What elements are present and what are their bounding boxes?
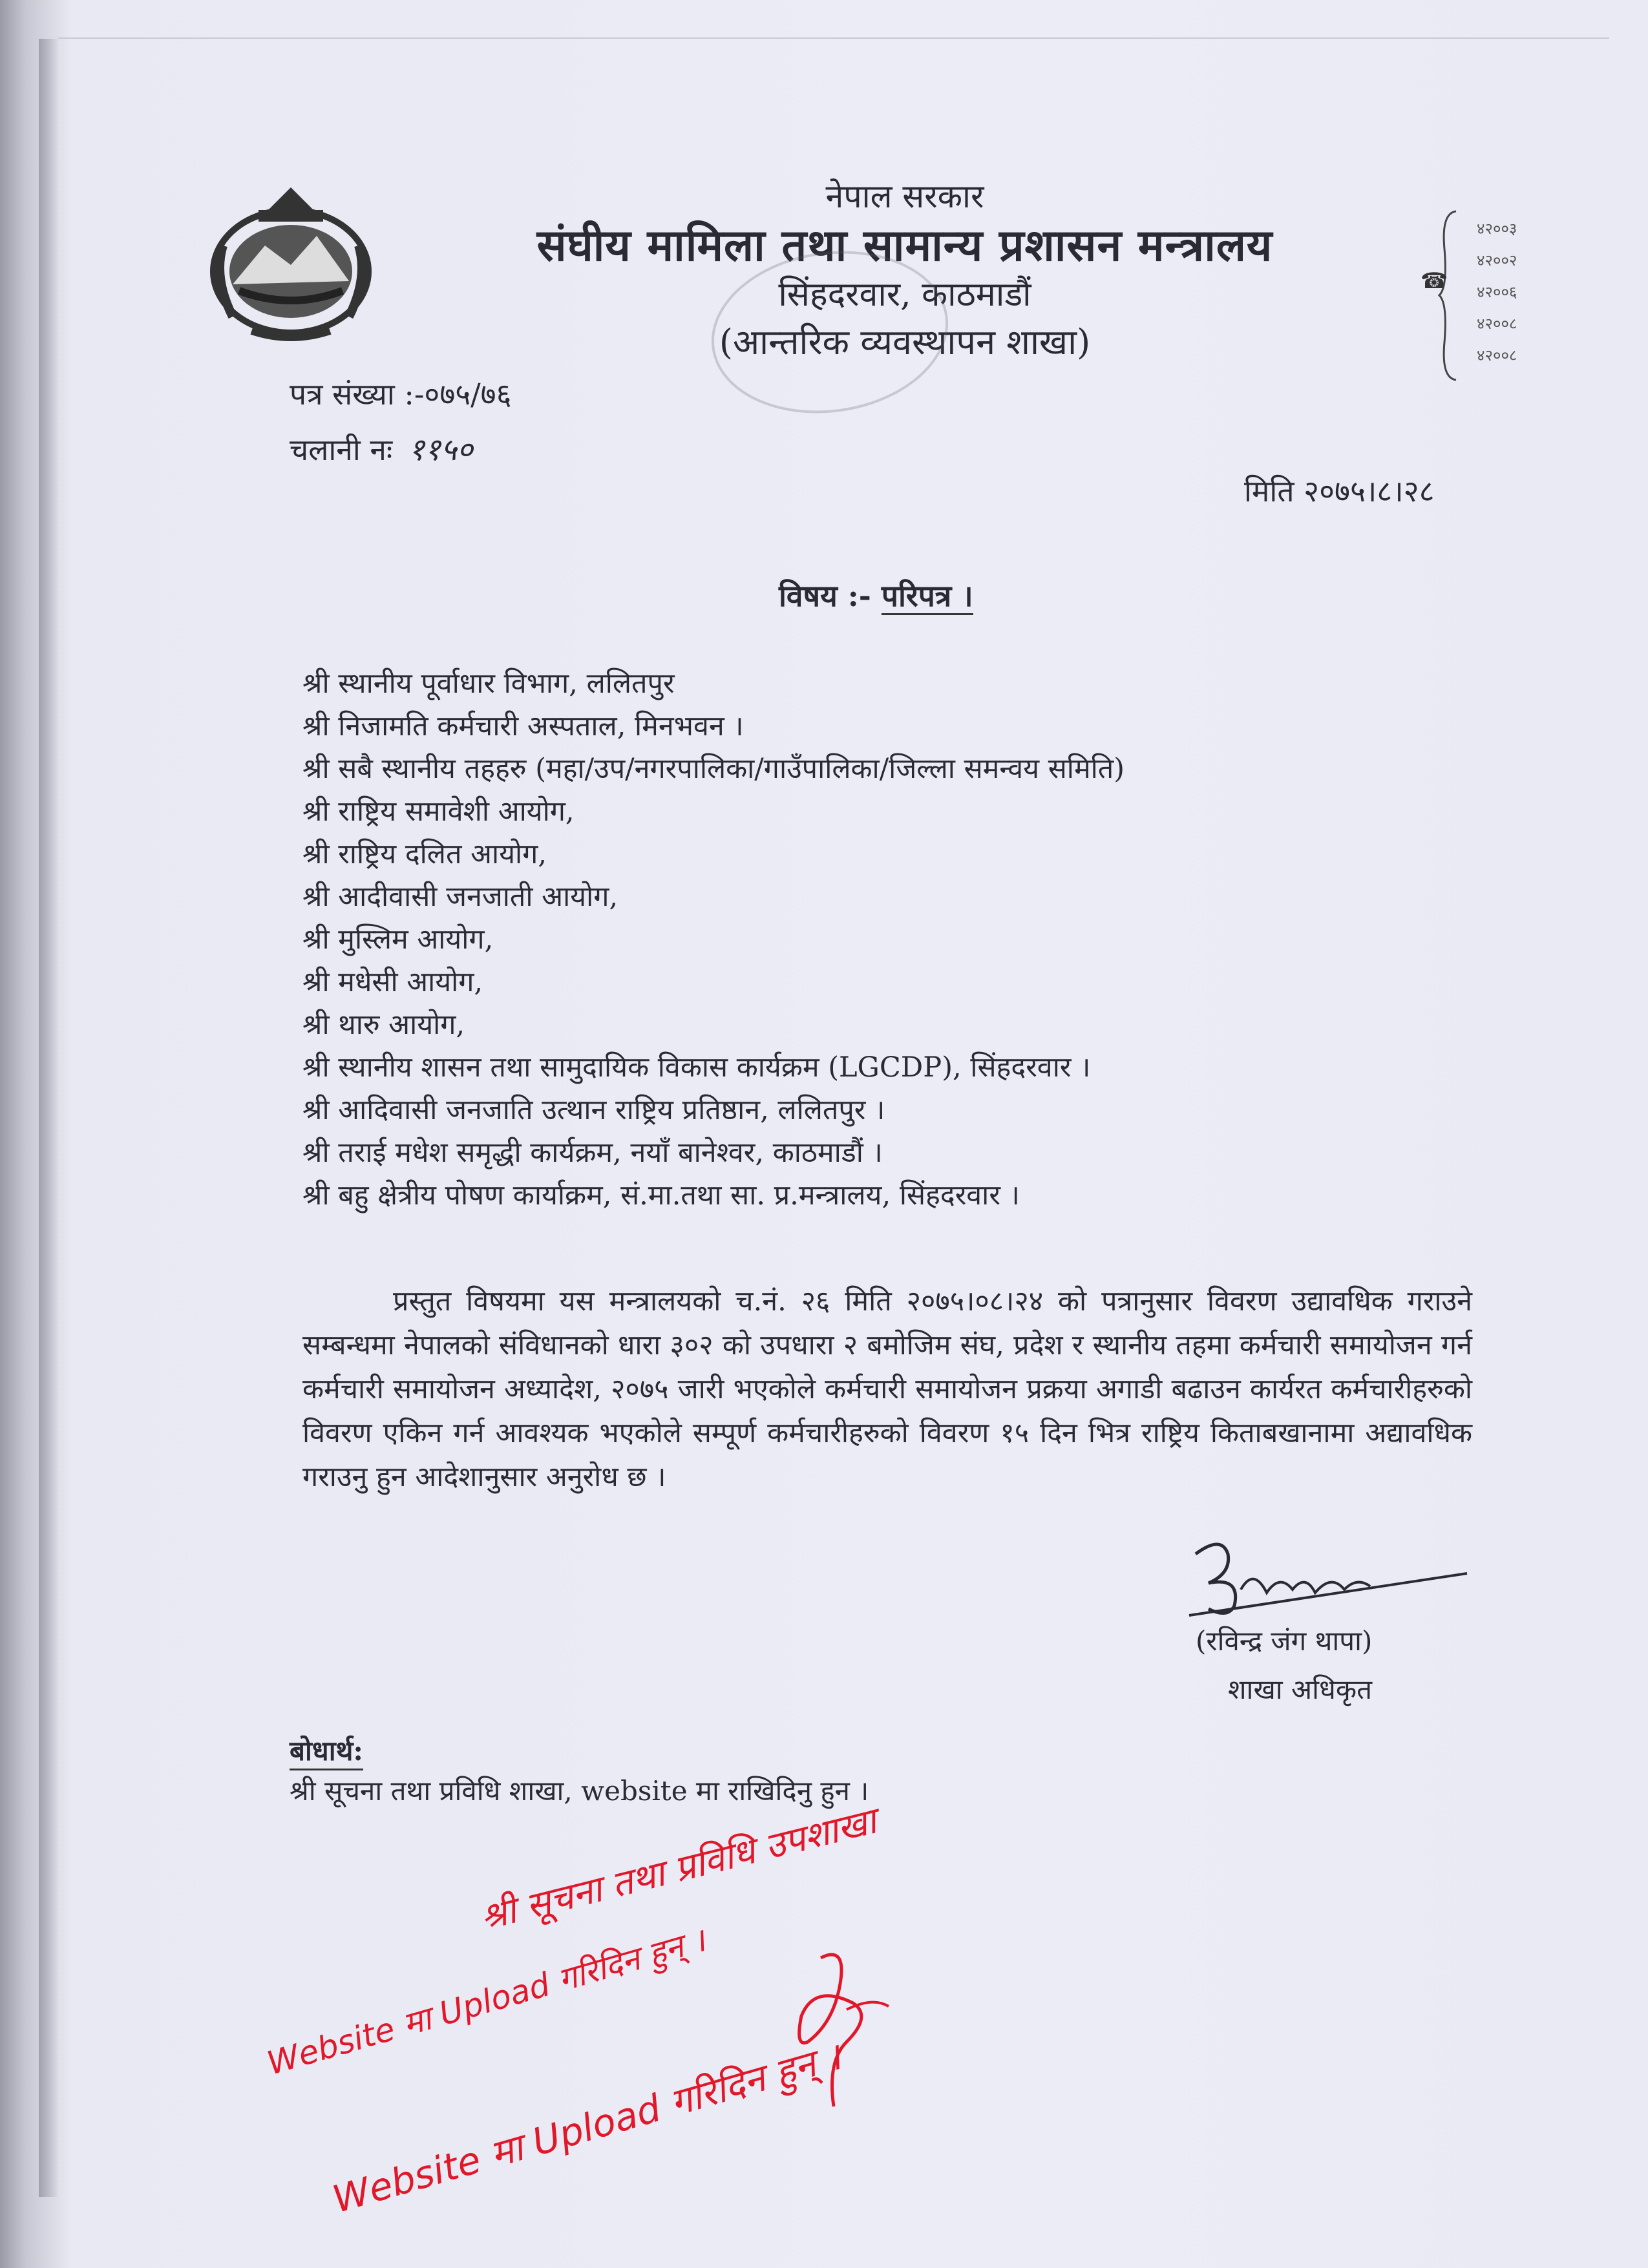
handwritten-note-line: श्री सूचना तथा प्रविधि उपशाखा xyxy=(476,1800,881,1939)
handwritten-note-line: Website मा Upload गरिदिन हुन् । xyxy=(328,2034,846,2222)
phone-number: ४२००८ xyxy=(1477,315,1517,333)
recipient-item: श्री थारु आयोग, xyxy=(302,1009,465,1041)
recipient-item: श्री स्थानीय शासन तथा सामुदायिक विकास कार्यक्रम (LGCDP), सिंहदरवार । xyxy=(302,1051,1091,1084)
letter-body-text: प्रस्तुत विषयमा यस मन्त्रालयको च.नं. २६ मिति २०७५।०८।२४ को पत्रानुसार विवरण उद्यावधिक गराउने सम्बन्धमा नेपालको संविधानको धारा ३०२ को उपधारा २ बमोजिम संघ, प्रदेश र स्थानीय तहमा कर्मचारी समायोजन गर्न कर्मचारी समायोजन अध्यादेश, २०७५ जारी भएकोले कर्मचारी समायोजन प्रक्रया अगाडी बढाउन कार्यरत कर्मचारीहरुको विवरण एकिन गर्न आवश्यक भएकोले सम्पूर्ण कर्मचारीहरुको विवरण १५ दिन भित्र राष्ट्रिय किताबखानामा अद्यावधिक गराउनु हुन आदेशानुसार अनुरोध छ । xyxy=(302,1285,1472,1493)
phone-bracket xyxy=(1438,210,1457,381)
letter-date: मिति २०७५।८।२८ xyxy=(1244,474,1435,509)
recipient-item: श्री आदीवासी जनजाती आयोग, xyxy=(302,881,618,913)
handwritten-note-line: Website मा Upload गरिदिन हुन् । xyxy=(262,1921,710,2083)
phone-number: ४२००८ xyxy=(1477,346,1517,364)
recipient-item: श्री मुस्लिम आयोग, xyxy=(302,923,494,956)
red-initials-icon xyxy=(782,1945,892,2113)
recipient-item: श्री मधेसी आयोग, xyxy=(302,966,483,998)
paper-top-edge xyxy=(58,37,1609,43)
recipient-item: श्री सबै स्थानीय तहहरु (महा/उप/नगरपालिका/गाउँपालिका/जिल्ला समन्वय समिति) xyxy=(302,753,1125,785)
paper-left-shadow xyxy=(39,39,58,2197)
cc-label: बोधार्थ: xyxy=(290,1732,363,1770)
recipient-item: श्री स्थानीय पूर्वाधार विभाग, ललितपुर xyxy=(302,667,675,700)
recipient-item: श्री राष्ट्रिय समावेशी आयोग, xyxy=(302,795,575,828)
signer-name: (रविन्द्र जंग थापा) xyxy=(1196,1625,1373,1657)
ministry-location: सिंहदरवार, काठमाडौं xyxy=(778,275,1031,314)
phone-number: ४२००२ xyxy=(1477,251,1517,269)
phone-numbers xyxy=(1477,213,1517,372)
recipient-item: श्री राष्ट्रिय दलित आयोग, xyxy=(302,838,547,870)
cc-recipient: श्री सूचना तथा प्रविधि शाखा, website मा राखिदिनु हुन । xyxy=(290,1775,869,1807)
subject-value: परिपत्र । xyxy=(882,578,973,615)
recipient-item: श्री तराई मधेश समृद्धी कार्यक्रम, नयाँ बानेश्वर, काठमाडौं । xyxy=(302,1137,883,1169)
branch-name: (आन्तरिक व्यवस्थापन शाखा) xyxy=(719,322,1091,362)
phone-icon: ☎ xyxy=(1421,268,1448,294)
phone-number: ४२००३ xyxy=(1477,220,1517,238)
signer-title: शाखा अधिकृत xyxy=(1228,1674,1373,1705)
recipient-item: श्री आदिवासी जनजाति उत्थान राष्ट्रिय प्रतिष्ठान, ललितपुर । xyxy=(302,1094,885,1126)
phone-number: ४२००६ xyxy=(1477,283,1517,301)
ministry-name: संघीय मामिला तथा सामान्य प्रशासन मन्त्रालय xyxy=(536,220,1273,271)
dispatch-value: ११५० xyxy=(408,432,473,468)
recipient-item: श्री निजामति कर्मचारी अस्पताल, मिनभवन । xyxy=(302,710,744,742)
recipient-list xyxy=(302,662,1563,1217)
dispatch-label: चलानी नः xyxy=(290,432,393,467)
letter-number: पत्र संख्या :-०७५/७६ xyxy=(290,377,512,412)
officer-signature-icon xyxy=(1183,1528,1474,1619)
letter-body xyxy=(302,1279,1472,1499)
dispatch-number xyxy=(290,428,473,470)
government-name: नेपाल सरकार xyxy=(825,178,984,215)
recipient-item: श्री बहु क्षेत्रीय पोषण कार्याक्रम, सं.मा.तथा सा. प्र.मन्त्रालय, सिंहदरवार । xyxy=(302,1179,1020,1212)
subject-label: विषय :- xyxy=(779,578,871,613)
nepal-emblem-icon xyxy=(194,174,388,349)
subject-line xyxy=(779,575,973,615)
